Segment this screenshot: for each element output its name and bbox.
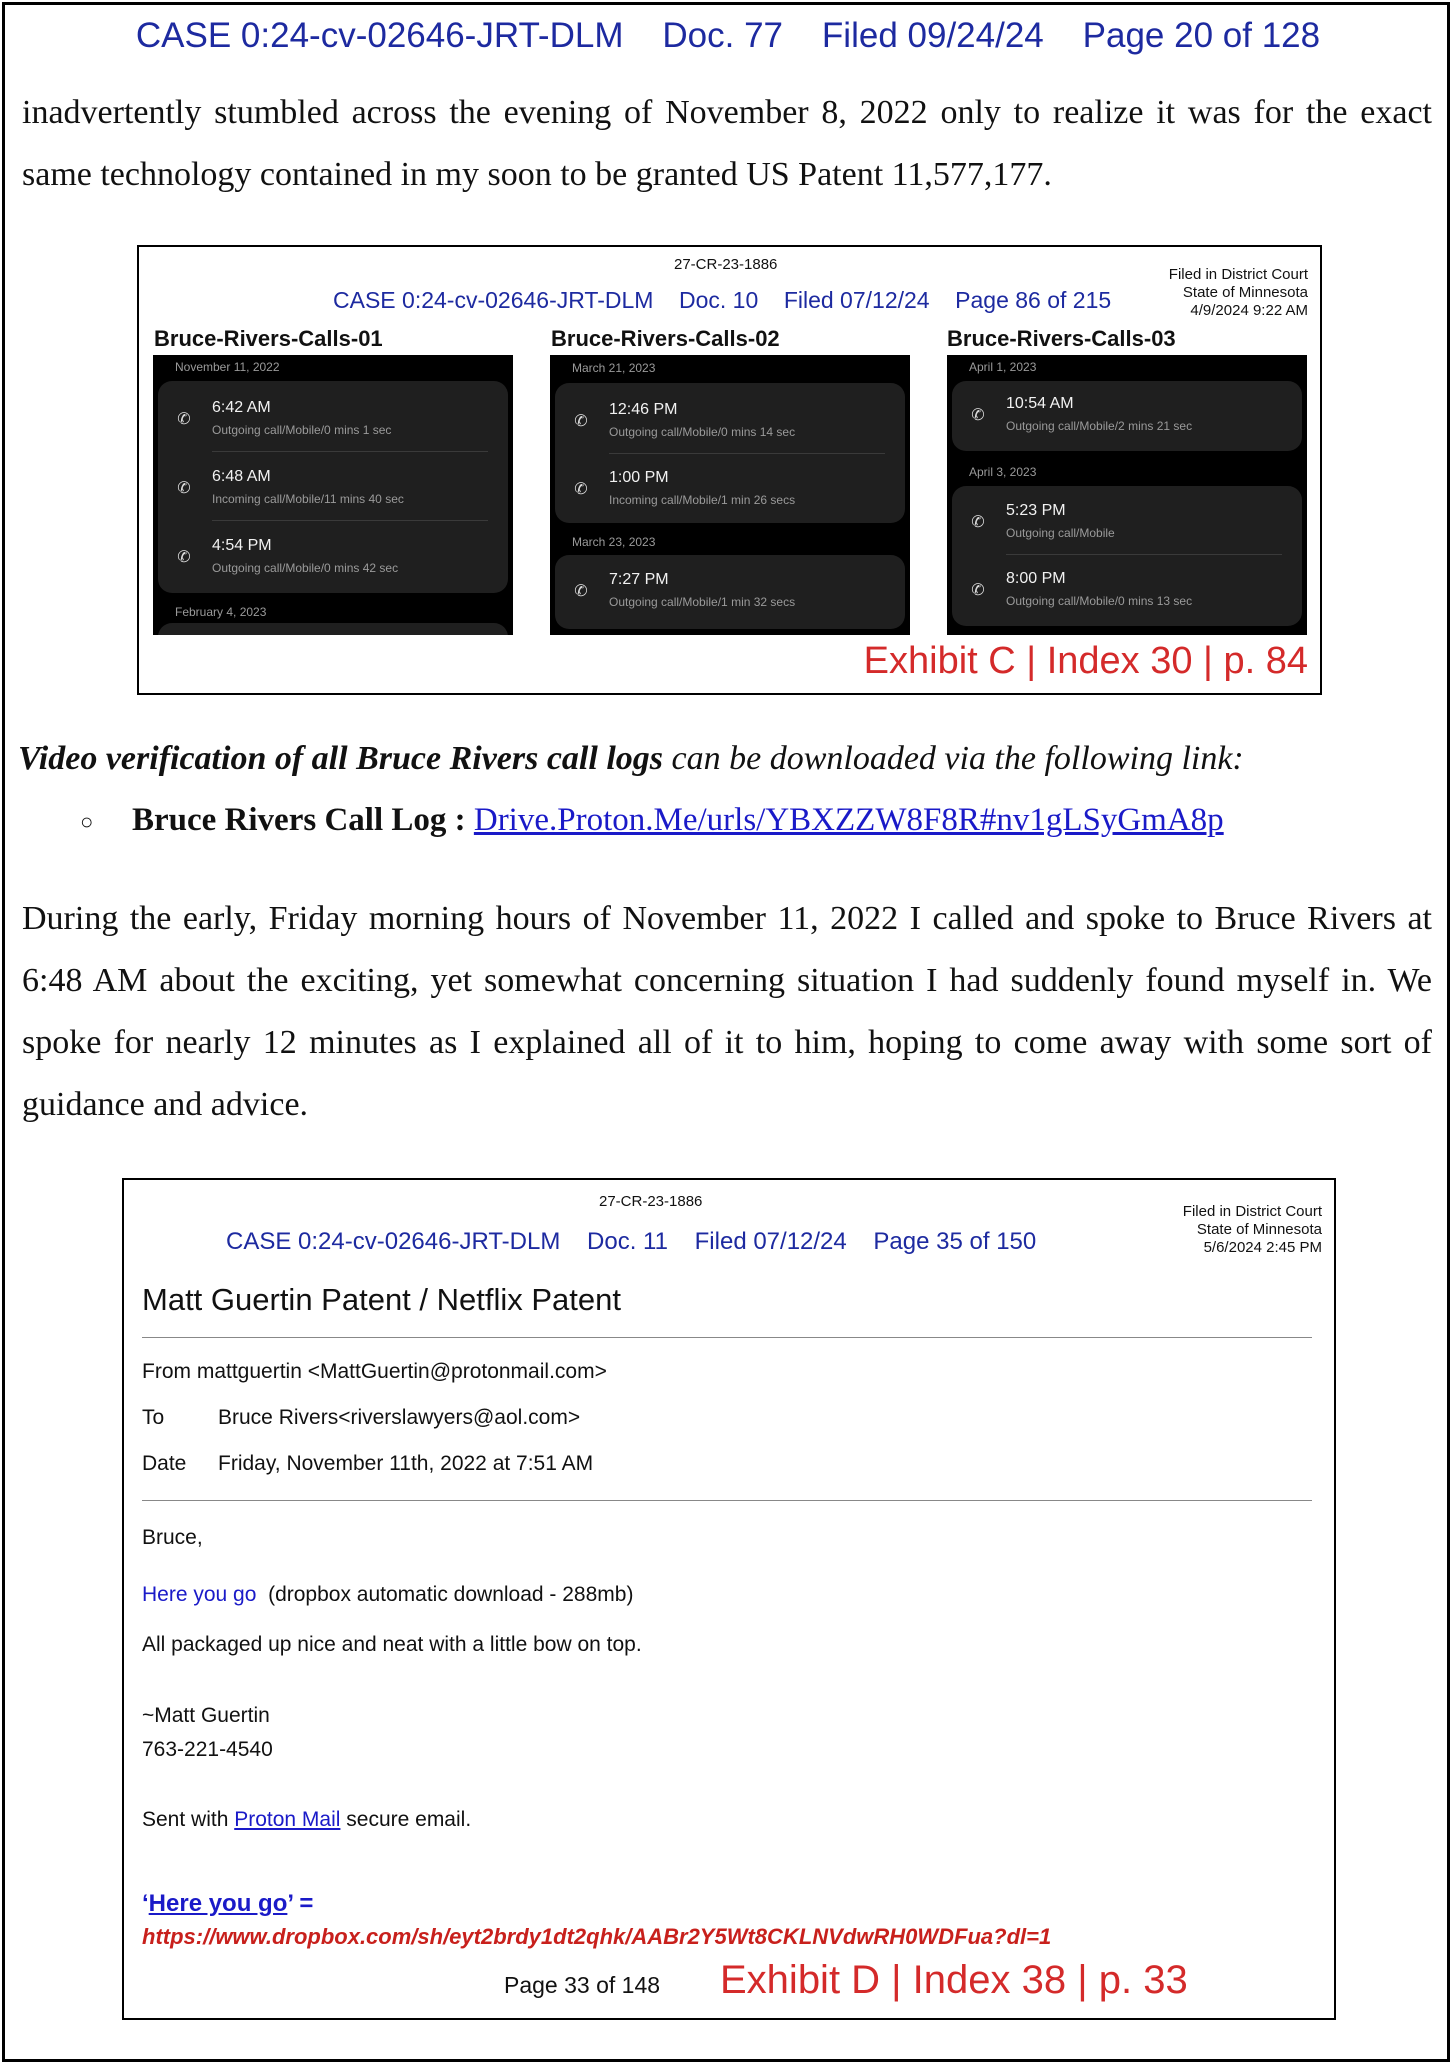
annotation-heading: [142, 1890, 313, 1918]
filed-stamp-line: State of Minnesota: [1182, 284, 1308, 301]
video-verification-heading: Video verification of all Bruce Rivers call logs: [18, 740, 664, 777]
phone-icon: ✆: [971, 405, 985, 424]
filed-stamp-line: Filed in District Court: [1182, 1203, 1322, 1220]
call-time: 7:27 PM: [609, 571, 669, 588]
call-log-screenshot-1: [153, 355, 513, 635]
call-card: [158, 623, 508, 635]
inner-page-number: Page 35 of 150: [873, 1228, 1037, 1255]
to-value: Bruce Rivers<riverslawyers@aol.com>: [218, 1406, 581, 1429]
video-verification-line: [18, 740, 1244, 778]
exhibit-c-caption: Exhibit C | Index 30 | p. 84: [863, 640, 1308, 682]
call-log-bullet: [80, 802, 1224, 839]
date-label: Date: [142, 1452, 187, 1475]
panel-title-1: Bruce-Rivers-Calls-01: [154, 326, 383, 351]
annotation-quote-open: ‘: [142, 1890, 149, 1917]
annotation-quote-close: ’ =: [287, 1890, 314, 1917]
inner-case-number: CASE 0:24-cv-02646-JRT-DLM: [226, 1228, 561, 1255]
call-detail: Outgoing call/Mobile/1 min 32 secs: [609, 595, 796, 609]
email-from-row: [142, 1360, 607, 1384]
call-card: [952, 381, 1302, 451]
bullet-label: Bruce Rivers Call Log :: [132, 802, 474, 838]
phone-icon: ✆: [971, 580, 985, 599]
inner-doc-number: Doc. 11: [587, 1228, 668, 1255]
call-date: February 4, 2023: [175, 605, 267, 619]
panel-title-3: Bruce-Rivers-Calls-03: [947, 326, 1176, 351]
inner-page-footer: Page 33 of 148: [504, 1972, 661, 1998]
email-body-line: All packaged up nice and neat with a little bow on top.: [142, 1633, 642, 1656]
call-date: March 23, 2023: [572, 535, 656, 549]
exhibit-d-caption: Exhibit D | Index 38 | p. 33: [720, 1958, 1188, 2002]
sent-suffix: secure email.: [340, 1808, 472, 1831]
email-date-row: [142, 1452, 593, 1476]
call-entry: [158, 387, 508, 453]
call-card: [158, 381, 508, 593]
call-entry: [158, 525, 508, 591]
filed-stamp-line: 4/9/2024 9:22 AM: [1190, 302, 1308, 319]
dropbox-url[interactable]: https://www.dropbox.com/sh/eyt2brdy1dt2qhk/AABr2Y5Wt8CKLNVdwRH0WDFua?dl=1: [142, 1924, 1052, 1949]
phone-icon: ✆: [574, 581, 588, 600]
inner-filed-date: Filed 07/12/24: [694, 1228, 847, 1255]
call-time: 5:23 PM: [1006, 502, 1066, 519]
call-entry: [158, 456, 508, 522]
call-divider: [609, 453, 885, 454]
phone-icon: ✆: [177, 478, 191, 497]
filed-stamp: [1183, 1203, 1322, 1257]
call-card: [555, 555, 905, 629]
exhibit-d: [122, 1178, 1336, 2020]
here-you-go-link[interactable]: Here you go: [142, 1583, 257, 1606]
phone-icon: ✆: [177, 547, 191, 566]
call-divider: [212, 520, 488, 521]
paragraph-intro-text: inadvertently stumbled across the evening of November 8, 2022 only to realize it was for the exact same technology contained in my soon to be granted US Patent 11,577,177.: [22, 94, 1432, 193]
call-time: 12:46 PM: [609, 401, 678, 418]
signature-phone: 763-221-4540: [142, 1738, 273, 1761]
call-detail: Outgoing call/Mobile: [1006, 526, 1115, 540]
call-log-screenshot-3: [947, 355, 1307, 635]
inner-case-header: [333, 287, 1111, 314]
call-entry: [555, 559, 905, 625]
filed-stamp-line: State of Minnesota: [1196, 1221, 1322, 1238]
state-case-number: 27-CR-23-1886: [674, 256, 778, 273]
state-case-number: 27-CR-23-1886: [599, 1193, 703, 1210]
call-card: [555, 383, 905, 523]
call-divider: [1006, 554, 1282, 555]
doc-number: Doc. 77: [662, 16, 784, 55]
call-entry: [952, 558, 1302, 624]
call-log-link[interactable]: Drive.Proton.Me/urls/YBXZZW8F8R#nv1gLSyGmA8p: [473, 802, 1224, 838]
link-note: (dropbox automatic download - 288mb): [256, 1583, 634, 1606]
call-detail: Outgoing call/Mobile/0 mins 13 sec: [1006, 594, 1193, 608]
from-value: mattguertin <MattGuertin@protonmail.com>: [196, 1360, 607, 1383]
filed-stamp-line: 5/6/2024 2:45 PM: [1203, 1239, 1322, 1256]
call-divider: [212, 451, 488, 452]
email-link-row: [142, 1583, 633, 1607]
subject-divider: [142, 1337, 1312, 1338]
phone-icon: ✆: [574, 479, 588, 498]
call-time: 6:42 AM: [212, 399, 271, 416]
call-detail: Outgoing call/Mobile/0 mins 14 sec: [609, 425, 796, 439]
call-time: 4:54 PM: [212, 537, 272, 554]
call-entry: [952, 490, 1302, 556]
signature-name: ~Matt Guertin: [142, 1704, 270, 1727]
call-time: 6:48 AM: [212, 468, 271, 485]
inner-case-number: CASE 0:24-cv-02646-JRT-DLM: [333, 287, 654, 313]
call-detail: Incoming call/Mobile/1 min 26 secs: [609, 493, 796, 507]
call-detail: Outgoing call/Mobile/2 mins 21 sec: [1006, 419, 1193, 433]
phone-icon: ✆: [177, 409, 191, 428]
sent-with-line: [142, 1808, 471, 1832]
video-verification-text: can be downloaded via the following link:: [663, 740, 1244, 777]
panel-title-2: Bruce-Rivers-Calls-02: [551, 326, 780, 351]
email-greeting: Bruce,: [142, 1526, 203, 1549]
email-subject: Matt Guertin Patent / Netflix Patent: [142, 1282, 622, 1317]
call-log-screenshot-2: [550, 355, 910, 635]
page-number: Page 20 of 128: [1082, 16, 1321, 55]
bullet-circle-icon: ○: [80, 809, 94, 835]
inner-doc-number: Doc. 10: [678, 287, 759, 313]
header-divider: [142, 1500, 1312, 1501]
filed-date: Filed 09/24/24: [821, 16, 1044, 55]
call-time: 10:54 AM: [1006, 395, 1074, 412]
paragraph-call-text: During the early, Friday morning hours of November 11, 2022 I called and spoke to Bruce Rivers at 6:48 AM about the exciting, yet somewhat concerning situation I had suddenly found myself in. We spoke for nearly 12 minutes as I explained all of it to him, hoping to come away with some sort of guidance and advice.: [22, 900, 1432, 1123]
inner-filed-date: Filed 07/12/24: [783, 287, 930, 313]
email-to-row: [142, 1406, 580, 1430]
call-card: [952, 486, 1302, 626]
call-date: April 3, 2023: [969, 465, 1037, 479]
call-entry: [952, 383, 1302, 449]
case-number: CASE 0:24-cv-02646-JRT-DLM: [135, 16, 624, 55]
from-label: From: [142, 1360, 191, 1383]
proton-mail-link[interactable]: Proton Mail: [234, 1808, 341, 1831]
call-date: April 1, 2023: [969, 360, 1037, 374]
phone-icon: ✆: [971, 512, 985, 531]
call-time: 8:00 PM: [1006, 570, 1066, 587]
phone-icon: ✆: [574, 411, 588, 430]
call-detail: Incoming call/Mobile/11 mins 40 sec: [212, 492, 404, 506]
date-value: Friday, November 11th, 2022 at 7:51 AM: [218, 1452, 594, 1475]
call-entry: [555, 389, 905, 455]
to-label: To: [142, 1406, 165, 1429]
filed-stamp: [1169, 266, 1308, 320]
inner-case-header: [226, 1228, 1036, 1256]
paragraph-call: [22, 888, 1432, 1136]
annotation-label: Here you go: [148, 1890, 288, 1917]
call-date: November 11, 2022: [175, 360, 280, 374]
call-entry: [555, 457, 905, 523]
inner-page-number: Page 86 of 215: [955, 287, 1112, 313]
call-detail: Outgoing call/Mobile/0 mins 1 sec: [212, 423, 392, 437]
exhibit-c: [137, 245, 1322, 695]
paragraph-intro: [22, 82, 1432, 206]
filed-stamp-line: Filed in District Court: [1168, 266, 1308, 283]
sent-prefix: Sent with: [142, 1808, 235, 1831]
call-detail: Outgoing call/Mobile/0 mins 42 sec: [212, 561, 399, 575]
call-date: March 21, 2023: [572, 361, 656, 375]
call-time: 1:00 PM: [609, 469, 669, 486]
case-header: [0, 16, 1456, 56]
